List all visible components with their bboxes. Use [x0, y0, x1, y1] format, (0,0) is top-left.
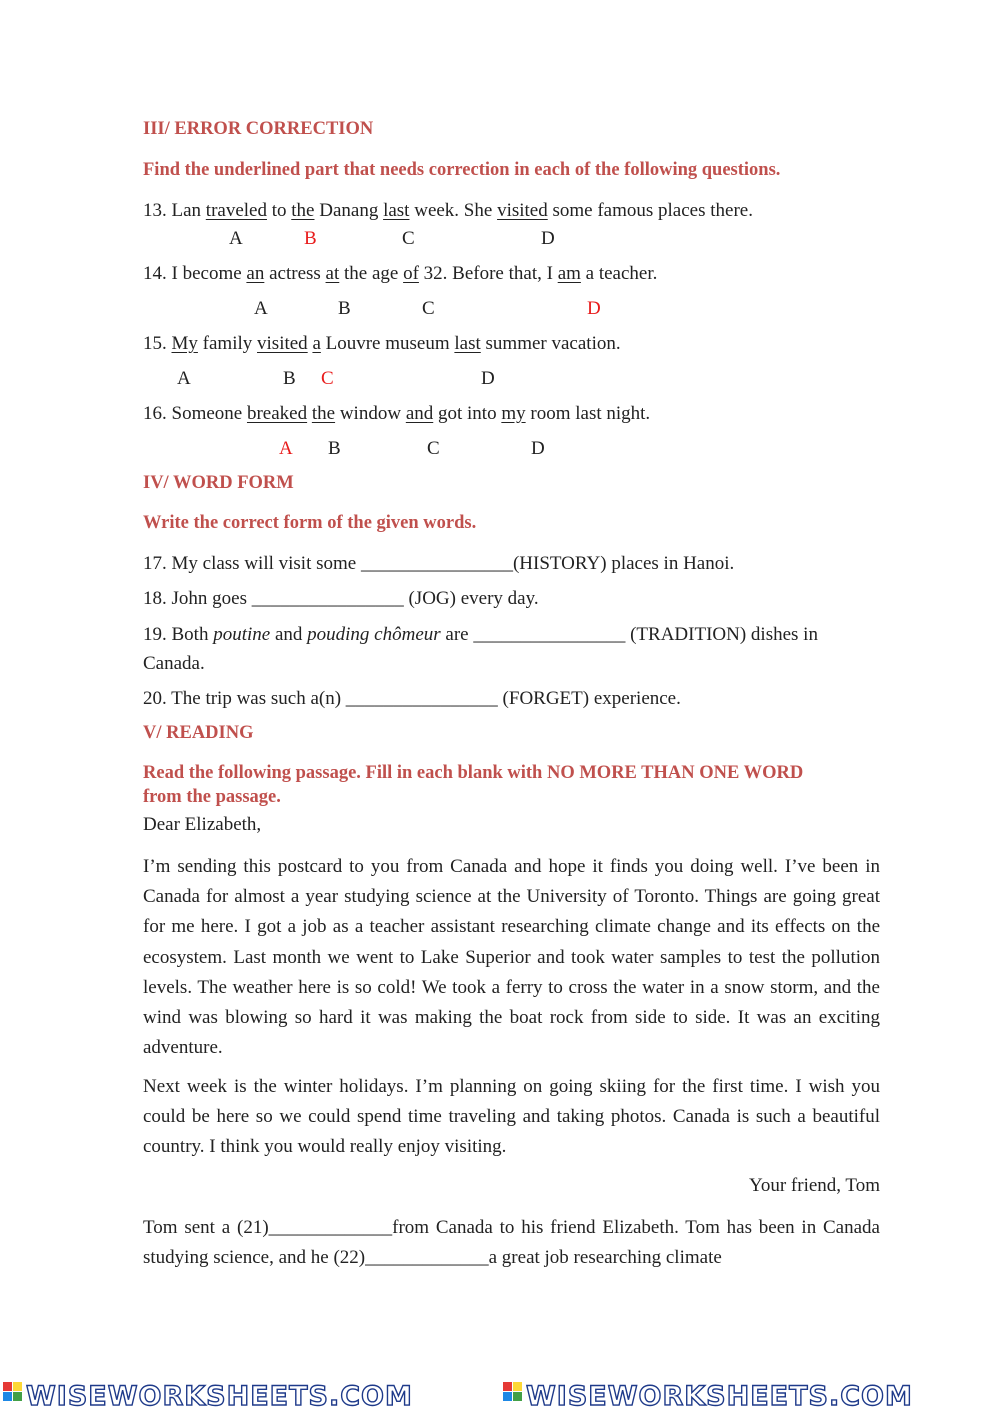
q16-option-d-text: my — [501, 403, 526, 424]
q16-label-c: C — [427, 438, 440, 459]
q16-option-a-text: breaked — [246, 403, 308, 424]
q13-option-d-text: visited — [497, 200, 548, 221]
q14-label-c: C — [422, 298, 435, 319]
q15-option-c-text: a — [312, 333, 321, 354]
q15-label-d: D — [481, 368, 495, 389]
q14-option-a-text: an — [246, 263, 265, 284]
section-5-heading: V/ READING — [143, 723, 254, 743]
brand-logo-strip — [0, 1374, 1000, 1413]
brand-logo-2 — [503, 1381, 913, 1412]
q16-label-a-answer: A — [279, 438, 293, 459]
brand-logo-text-2: WISEWORKSHEETS.COM — [526, 1381, 913, 1412]
question-19-line-2: Canada. — [143, 653, 205, 674]
question-13: 13. Lan traveled to the Danang last week. She visited some famous places there. — [143, 200, 753, 221]
q16-label-b: B — [328, 438, 341, 459]
section-4-instruction: Write the correct form of the given words. — [143, 513, 477, 533]
q15-label-c-answer: C — [321, 368, 334, 389]
q14-option-c-text: of — [403, 263, 419, 284]
dish-name-2: pouding chômeur — [307, 624, 441, 645]
dish-name-1: poutine — [213, 624, 271, 645]
q14-option-d-text: am — [557, 263, 581, 284]
q14-option-b-text: at — [325, 263, 340, 284]
q13-label-d: D — [541, 228, 555, 249]
q16-option-b-text: the — [311, 403, 336, 424]
letter-signoff: Your friend, Tom — [749, 1175, 880, 1196]
section-3-instruction: Find the underlined part that needs correction in each of the following questions. — [143, 160, 781, 180]
q15-label-a: A — [177, 368, 191, 389]
q15-option-b-text: visited — [257, 333, 308, 354]
section-5-instruction-line-2: from the passage. — [143, 787, 281, 807]
summary-paragraph: Tom sent a (21)_____________from Canada to his friend Elizabeth. Tom has been in Canada studying science, and he (22)_____________a great job researching climate — [143, 1217, 880, 1269]
brand-logo-1 — [3, 1381, 413, 1412]
q16-option-c-text: and — [405, 403, 434, 424]
section-3-heading: III/ ERROR CORRECTION — [143, 119, 374, 139]
q16-label-d: D — [531, 438, 545, 459]
q14-label-b: B — [338, 298, 351, 319]
q13-label-a: A — [229, 228, 243, 249]
q15-option-a-text: My — [171, 333, 198, 354]
section-5-instruction: Read the following passage. Fill in each blank with NO MORE THAN ONE WORD — [143, 763, 804, 783]
q13-option-b-text: the — [291, 200, 315, 221]
q13-label-b-answer: B — [304, 228, 317, 249]
q13-option-c-text: last — [383, 200, 410, 221]
q14-label-a: A — [254, 298, 268, 319]
question-14: 14. I become an actress at the age of 32. Before that, I am a teacher. — [143, 263, 658, 284]
letter-paragraph-1: I’m sending this postcard to you from Canada and hope it finds you doing well. I’ve been in Canada for almost a year studying science at the University of Toronto. Things are going great for me here. I got a job as a teacher assistant researching climate change and its effects on the ecosystem. Last month we went to Lake Superior and took water samples to test the pollution levels. The weather here is so cold! We took a ferry to cross the water in a snow storm, and the wind was blowing so hard it was making the boat rock from side to side. It was an exciting adventure. — [143, 856, 880, 1059]
brand-logo-text-1: WISEWORKSHEETS.COM — [26, 1381, 413, 1412]
question-15: 15. My family visited a Louvre museum last summer vacation. — [143, 333, 621, 354]
q15-label-b: B — [283, 368, 296, 389]
question-18: 18. John goes ________________ (JOG) every day. — [143, 588, 539, 609]
question-20: 20. The trip was such a(n) ________________ (FORGET) experience. — [143, 688, 681, 709]
question-19: 19. Both poutine and pouding chômeur are ________________ (TRADITION) dishes in — [143, 624, 818, 645]
section-4-heading: IV/ WORD FORM — [143, 473, 294, 493]
q15-option-d-text: last — [454, 333, 481, 354]
question-16: 16. Someone breaked the window and got into my room last night. — [143, 403, 651, 424]
q13-option-a-text: traveled — [205, 200, 267, 221]
question-17: 17. My class will visit some ________________(HISTORY) places in Hanoi. — [143, 553, 735, 574]
letter-greeting: Dear Elizabeth, — [143, 814, 262, 835]
footer-brand-strip — [0, 1374, 1000, 1413]
q13-label-c: C — [402, 228, 415, 249]
letter-paragraph-2: Next week is the winter holidays. I’m planning on going skiing for the first time. I wish you could be here so we could spend time traveling and taking photos. Canada is such a beautiful country. I think you would really enjoy visiting. — [143, 1076, 880, 1158]
q14-label-d-answer: D — [587, 298, 601, 319]
